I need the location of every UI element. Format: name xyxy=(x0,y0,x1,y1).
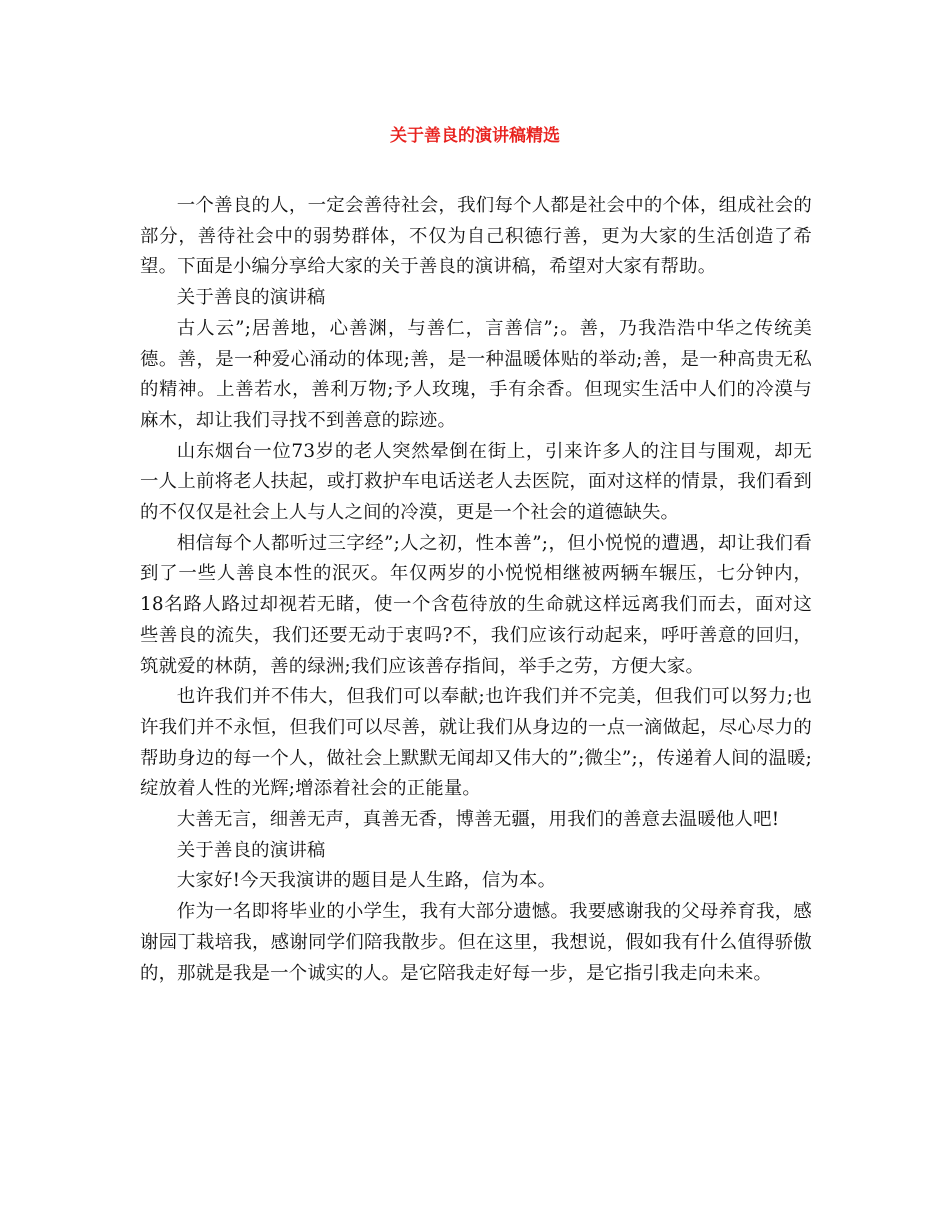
paragraph: 古人云”;居善地，心善渊，与善仁，言善信”;。善，乃我浩浩中华之传统美德。善，是一种爱心涌动的体现;善，是一种温暖体贴的举动;善，是一种高贵无私的精神。上善若水，善利万物;予人玫瑰，手有余香。但现实生活中人们的冷漠与麻木，却让我们寻找不到善意的踪迹。 xyxy=(140,317,812,431)
paragraph: 作为一名即将毕业的小学生，我有大部分遗憾。我要感谢我的父母养育我，感谢园丁栽培我，感谢同学们陪我散步。但在这里，我想说，假如我有什么值得骄傲的，那就是我是一个诚实的人。是它陪我走好每一步，是它指引我走向未来。 xyxy=(140,901,812,984)
document-title: 关于善良的演讲稿精选 xyxy=(390,126,560,146)
paragraph: 山东烟台一位73岁的老人突然晕倒在街上，引来许多人的注目与围观，却无一人上前将老人扶起，或打救护车电话送老人去医院，面对这样的情景，我们看到的不仅仅是社会上人与人之间的冷漠，更是一个社会的道德缺失。 xyxy=(140,440,812,524)
paragraph: 也许我们并不伟大，但我们可以奉献;也许我们并不完美，但我们可以努力;也许我们并不永恒，但我们可以尽善，就让我们从身边的一点一滴做起，尽心尽力的帮助身边的每一个人，做社会上默默无闻却又伟大的”;微尘”;，传递着人间的温暖;绽放着人性的光辉;增添着社会的正能量。 xyxy=(140,686,812,800)
paragraph: 相信每个人都听过三字经”;人之初，性本善”;，但小悦悦的遭遇，却让我们看到了一些人善良本性的泯灭。年仅两岁的小悦悦相继被两辆车辗压，七分钟内，18名路人路过却视若无睹，使一个含苞待放的生命就这样远离我们而去，面对这些善良的流失，我们还要无动于衷吗?不，我们应该行动起来，呼吁善意的回归，筑就爱的林荫，善的绿洲;我们应该善存指间，举手之劳，方便大家。 xyxy=(140,532,812,677)
paragraph-intro: 一个善良的人，一定会善待社会，我们每个人都是社会中的个体，组成社会的部分，善待社会中的弱势群体，不仅为自己积德行善，更为大家的生活创造了希望。下面是小编分享给大家的关于善良的演讲稿，希望对大家有帮助。 xyxy=(140,195,812,278)
section-heading: 关于善良的演讲稿 xyxy=(176,287,326,309)
section-heading: 关于善良的演讲稿 xyxy=(176,839,326,861)
paragraph: 大家好!今天我演讲的题目是人生路，信为本。 xyxy=(176,870,557,892)
paragraph: 大善无言，细善无声，真善无香，博善无疆，用我们的善意去温暖他人吧! xyxy=(176,809,780,831)
document-body xyxy=(140,191,812,989)
